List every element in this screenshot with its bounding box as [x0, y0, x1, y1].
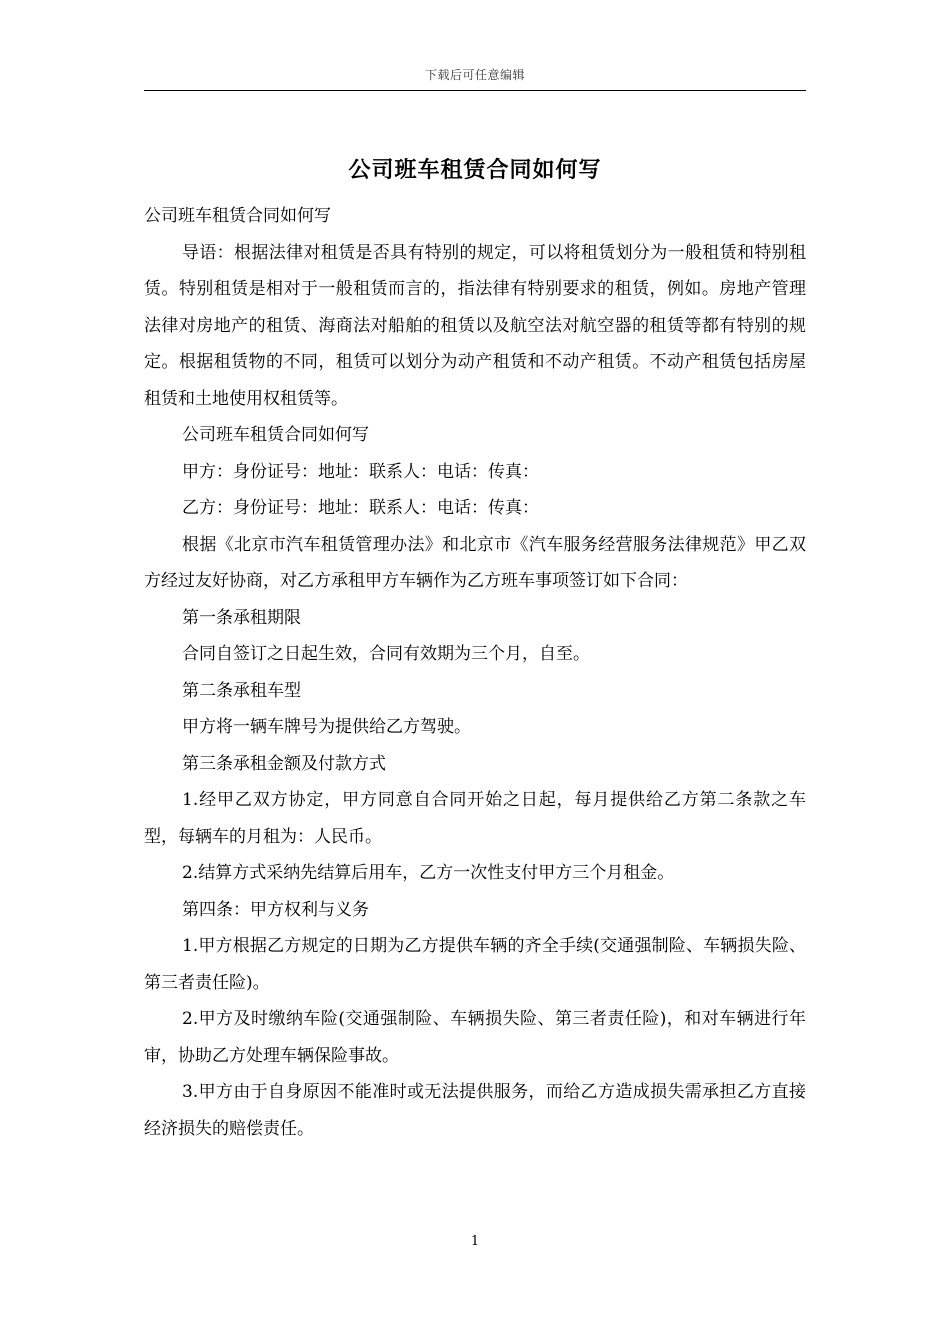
party-b-line: 乙方：身份证号：地址：联系人：电话：传真：: [182, 498, 539, 518]
article-4-heading: 第四条：甲方权利与义务: [182, 899, 369, 920]
article-2-heading: 第二条承租车型: [182, 680, 301, 701]
article-3-item-1: 1.经甲乙双方协定，甲方同意自合同开始之日起，每月提供给乙方第二条款之车型，每辆车的月租为：人民币。: [144, 790, 806, 847]
article-4-item-3: 3.甲方由于自身原因不能准时或无法提供服务，而给乙方造成损失需承担乙方直接经济损失的赔偿责任。: [144, 1082, 806, 1139]
article-2-body: 甲方将一辆车牌号为提供给乙方驾驶。: [182, 717, 471, 737]
document-body: [144, 198, 806, 1147]
header-divider: [144, 90, 806, 91]
document-title: 公司班车租赁合同如何写: [348, 157, 602, 183]
page-number: 1: [470, 1234, 480, 1249]
subtitle-paragraph: 公司班车租赁合同如何写: [144, 206, 331, 226]
intro-paragraph: 导语：根据法律对租赁是否具有特别的规定，可以将租赁划分为一般租赁和特别租赁。特别租赁是相对于一般租赁而言的，指法律有特别要求的租赁，例如。房地产管理法律对房地产的租赁、海商法对船舶的租赁以及航空法对航空器的租赁等都有特别的规定。根据租赁物的不同，租赁可以划分为动产租赁和不动产租赁。不动产租赁包括房屋租赁和土地使用权租赁等。: [144, 242, 806, 409]
article-3-heading: 第三条承租金额及付款方式: [182, 753, 386, 774]
article-4-item-1: 1.甲方根据乙方规定的日期为乙方提供车辆的齐全手续(交通强制险、车辆损失险、第三者责任险)。: [144, 936, 806, 993]
preamble-paragraph: 根据《北京市汽车租赁管理办法》和北京市《汽车服务经营服务法律规范》甲乙双方经过友好协商，对乙方承租甲方车辆作为乙方班车事项签订如下合同：: [144, 534, 806, 591]
article-1-body: 合同自签订之日起生效，合同有效期为三个月，自至。: [182, 644, 590, 664]
section-heading: 公司班车租赁合同如何写: [182, 425, 369, 445]
article-1-heading: 第一条承租期限: [182, 607, 301, 628]
header-note: 下载后可任意编辑: [424, 68, 525, 82]
article-4-item-2: 2.甲方及时缴纳车险(交通强制险、车辆损失险、第三者责任险)，和对车辆进行年审，协助乙方处理车辆保险事故。: [144, 1009, 806, 1066]
article-3-item-2: 2.结算方式采纳先结算后用车，乙方一次性支付甲方三个月租金。: [182, 863, 675, 883]
party-a-line: 甲方：身份证号：地址：联系人：电话：传真：: [182, 461, 539, 482]
